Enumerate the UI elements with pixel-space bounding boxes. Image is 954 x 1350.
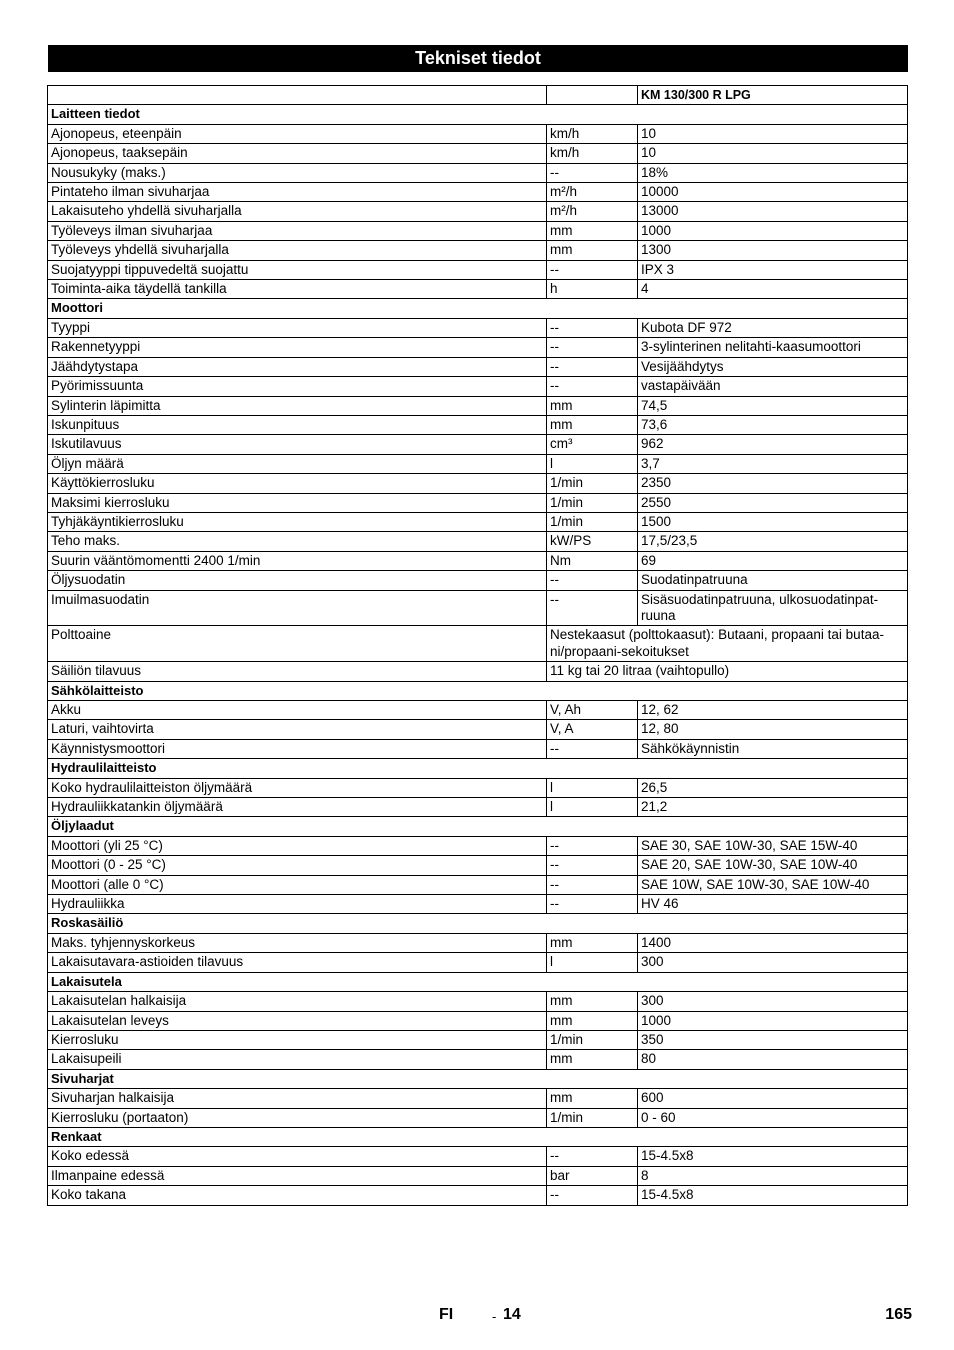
table-header-row xyxy=(48,86,908,105)
table-row xyxy=(48,1147,908,1166)
table-row xyxy=(48,124,908,143)
spec-value: 15-4.5x8 xyxy=(638,1147,908,1166)
spec-value: 1400 xyxy=(638,933,908,952)
spec-unit: -- xyxy=(547,836,638,855)
table-row xyxy=(48,701,908,720)
table-row xyxy=(48,1030,908,1049)
spec-value: 300 xyxy=(638,953,908,972)
spec-label: Säiliön tilavuus xyxy=(48,662,547,681)
spec-unit: l xyxy=(547,778,638,797)
table-row xyxy=(48,260,908,279)
header-cell-empty xyxy=(48,86,547,105)
spec-value: 3,7 xyxy=(638,454,908,473)
spec-unit: -- xyxy=(547,571,638,590)
spec-unit: 1/min xyxy=(547,474,638,493)
spec-label: Öljyn määrä xyxy=(48,454,547,473)
table-row xyxy=(48,1108,908,1127)
spec-label: Hydrauliikkatankin öljymäärä xyxy=(48,798,547,817)
spec-label: Käyttökierrosluku xyxy=(48,474,547,493)
spec-value: 1000 xyxy=(638,221,908,240)
spec-unit: -- xyxy=(547,163,638,182)
spec-label: Sylinterin läpimitta xyxy=(48,396,547,415)
spec-value: 10 xyxy=(638,144,908,163)
spec-value: 350 xyxy=(638,1030,908,1049)
spec-label: Suurin vääntömomentti 2400 1/min xyxy=(48,551,547,570)
spec-label: Ajonopeus, eteenpäin xyxy=(48,124,547,143)
spec-value: SAE 30, SAE 10W-30, SAE 15W-40 xyxy=(638,836,908,855)
spec-label: Laturi, vaihtovirta xyxy=(48,720,547,739)
table-row xyxy=(48,778,908,797)
page-number: 165 xyxy=(885,1306,912,1323)
spec-unit: mm xyxy=(547,396,638,415)
section-title: Renkaat xyxy=(48,1127,908,1146)
spec-label: Moottori (0 - 25 °C) xyxy=(48,856,547,875)
spec-unit: mm xyxy=(547,1011,638,1030)
section-title: Sivuharjat xyxy=(48,1069,908,1088)
spec-value: vastapäivään xyxy=(638,377,908,396)
spec-unit: 1/min xyxy=(547,1030,638,1049)
spec-unit: -- xyxy=(547,338,638,357)
table-row xyxy=(48,992,908,1011)
spec-value: 8 xyxy=(638,1166,908,1185)
spec-label: Tyhjäkäyntikierrosluku xyxy=(48,512,547,531)
spec-unit: 1/min xyxy=(547,1108,638,1127)
spec-label: Lakaisutelan leveys xyxy=(48,1011,547,1030)
spec-label: Tyyppi xyxy=(48,318,547,337)
table-row xyxy=(48,1011,908,1030)
header-cell-empty xyxy=(547,86,638,105)
spec-value: 10 xyxy=(638,124,908,143)
section-header-row xyxy=(48,972,908,991)
table-row xyxy=(48,338,908,357)
table-row xyxy=(48,532,908,551)
spec-unit: mm xyxy=(547,992,638,1011)
spec-unit: 1/min xyxy=(547,493,638,512)
table-row xyxy=(48,241,908,260)
table-row xyxy=(48,798,908,817)
table-row xyxy=(48,662,908,681)
spec-value: 26,5 xyxy=(638,778,908,797)
table-row xyxy=(48,202,908,221)
spec-label: Koko takana xyxy=(48,1186,547,1205)
page-title: Tekniset tiedot xyxy=(48,45,908,72)
table-row xyxy=(48,396,908,415)
table-row xyxy=(48,377,908,396)
spec-value: 3-sylinterinen nelitahti-kaasumoottori xyxy=(638,338,908,357)
footer-dash: - xyxy=(492,1309,497,1324)
footer-local-page: 14 xyxy=(503,1306,521,1323)
table-row xyxy=(48,280,908,299)
spec-value: 1300 xyxy=(638,241,908,260)
spec-label: Työleveys yhdellä sivuharjalla xyxy=(48,241,547,260)
spec-unit: Nm xyxy=(547,551,638,570)
spec-unit: l xyxy=(547,953,638,972)
spec-unit: mm xyxy=(547,1050,638,1069)
spec-unit: V, Ah xyxy=(547,701,638,720)
spec-unit: -- xyxy=(547,377,638,396)
table-row xyxy=(48,415,908,434)
spec-unit: -- xyxy=(547,856,638,875)
spec-value: 962 xyxy=(638,435,908,454)
spec-unit: km/h xyxy=(547,144,638,163)
table-row xyxy=(48,474,908,493)
spec-label: Sivuharjan halkaisija xyxy=(48,1089,547,1108)
table-row xyxy=(48,933,908,952)
spec-value: 0 - 60 xyxy=(638,1108,908,1127)
spec-value: 73,6 xyxy=(638,415,908,434)
spec-value: Nestekaasut (polttokaasut): Butaani, propaani tai butaa-ni/propaani-sekoitukset xyxy=(547,626,908,662)
spec-label: Kierrosluku (portaaton) xyxy=(48,1108,547,1127)
spec-unit: l xyxy=(547,454,638,473)
table-row xyxy=(48,895,908,914)
spec-value: IPX 3 xyxy=(638,260,908,279)
spec-value: SAE 20, SAE 10W-30, SAE 10W-40 xyxy=(638,856,908,875)
spec-unit: -- xyxy=(547,1186,638,1205)
spec-unit: bar xyxy=(547,1166,638,1185)
spec-label: Öljysuodatin xyxy=(48,571,547,590)
section-title: Moottori xyxy=(48,299,908,318)
spec-label: Lakaisutelan halkaisija xyxy=(48,992,547,1011)
spec-unit: m²/h xyxy=(547,202,638,221)
table-row xyxy=(48,454,908,473)
spec-label: Imuilmasuodatin xyxy=(48,590,547,626)
table-row xyxy=(48,163,908,182)
section-title: Lakaisutela xyxy=(48,972,908,991)
table-row xyxy=(48,183,908,202)
spec-label: Suojatyyppi tippuvedeltä suojattu xyxy=(48,260,547,279)
section-header-row xyxy=(48,105,908,124)
spec-table xyxy=(47,85,908,1206)
spec-value: SAE 10W, SAE 10W-30, SAE 10W-40 xyxy=(638,875,908,894)
spec-label: Kierrosluku xyxy=(48,1030,547,1049)
footer-language: FI xyxy=(439,1306,454,1323)
spec-label: Maksimi kierrosluku xyxy=(48,493,547,512)
spec-unit: -- xyxy=(547,357,638,376)
spec-unit: -- xyxy=(547,590,638,626)
spec-unit: -- xyxy=(547,1147,638,1166)
spec-label: Lakaisutavara-astioiden tilavuus xyxy=(48,953,547,972)
spec-value: 10000 xyxy=(638,183,908,202)
spec-unit: mm xyxy=(547,241,638,260)
spec-value: 2350 xyxy=(638,474,908,493)
spec-label: Iskunpituus xyxy=(48,415,547,434)
table-row xyxy=(48,1089,908,1108)
table-row xyxy=(48,1050,908,1069)
table-row xyxy=(48,551,908,570)
spec-label: Työleveys ilman sivuharjaa xyxy=(48,221,547,240)
section-title: Laitteen tiedot xyxy=(48,105,908,124)
spec-unit: h xyxy=(547,280,638,299)
spec-label: Jäähdytystapa xyxy=(48,357,547,376)
spec-label: Maks. tyhjennyskorkeus xyxy=(48,933,547,952)
spec-value: 18% xyxy=(638,163,908,182)
table-row xyxy=(48,739,908,758)
table-row xyxy=(48,493,908,512)
model-name: KM 130/300 R LPG xyxy=(638,86,908,105)
spec-value: 1500 xyxy=(638,512,908,531)
spec-unit: km/h xyxy=(547,124,638,143)
section-header-row xyxy=(48,914,908,933)
table-row xyxy=(48,856,908,875)
spec-unit: -- xyxy=(547,318,638,337)
spec-label: Ajonopeus, taaksepäin xyxy=(48,144,547,163)
spec-label: Pyörimissuunta xyxy=(48,377,547,396)
spec-label: Koko edessä xyxy=(48,1147,547,1166)
spec-value: Sisäsuodatinpatruuna, ulkosuodatinpat-ruuna xyxy=(638,590,908,626)
spec-value: 17,5/23,5 xyxy=(638,532,908,551)
spec-value: 69 xyxy=(638,551,908,570)
spec-value: 600 xyxy=(638,1089,908,1108)
spec-value: 300 xyxy=(638,992,908,1011)
spec-label: Toiminta-aika täydellä tankilla xyxy=(48,280,547,299)
spec-unit: -- xyxy=(547,895,638,914)
spec-unit: m²/h xyxy=(547,183,638,202)
spec-unit: mm xyxy=(547,415,638,434)
spec-label: Pintateho ilman sivuharjaa xyxy=(48,183,547,202)
spec-label: Rakennetyyppi xyxy=(48,338,547,357)
section-header-row xyxy=(48,1127,908,1146)
spec-value: Vesijäähdytys xyxy=(638,357,908,376)
spec-label: Iskutilavuus xyxy=(48,435,547,454)
spec-unit: cm³ xyxy=(547,435,638,454)
spec-value: 2550 xyxy=(638,493,908,512)
spec-unit: V, A xyxy=(547,720,638,739)
spec-value: Kubota DF 972 xyxy=(638,318,908,337)
table-row xyxy=(48,1166,908,1185)
section-title: Hydraulilaitteisto xyxy=(48,759,908,778)
spec-value: 12, 62 xyxy=(638,701,908,720)
spec-label: Nousukyky (maks.) xyxy=(48,163,547,182)
spec-unit: -- xyxy=(547,875,638,894)
spec-unit: mm xyxy=(547,1089,638,1108)
spec-unit: 1/min xyxy=(547,512,638,531)
spec-value: 15-4.5x8 xyxy=(638,1186,908,1205)
section-header-row xyxy=(48,681,908,700)
spec-unit: l xyxy=(547,798,638,817)
table-row xyxy=(48,953,908,972)
section-header-row xyxy=(48,299,908,318)
spec-value: 4 xyxy=(638,280,908,299)
spec-value: 1000 xyxy=(638,1011,908,1030)
table-row xyxy=(48,875,908,894)
spec-label: Teho maks. xyxy=(48,532,547,551)
spec-label: Moottori (yli 25 °C) xyxy=(48,836,547,855)
spec-unit: -- xyxy=(547,739,638,758)
table-row xyxy=(48,590,908,626)
table-row xyxy=(48,1186,908,1205)
spec-label: Moottori (alle 0 °C) xyxy=(48,875,547,894)
spec-table-body xyxy=(48,86,908,1206)
spec-label: Polttoaine xyxy=(48,626,547,662)
spec-value: 12, 80 xyxy=(638,720,908,739)
spec-unit: mm xyxy=(547,933,638,952)
spec-label: Hydrauliikka xyxy=(48,895,547,914)
spec-label: Koko hydraulilaitteiston öljymäärä xyxy=(48,778,547,797)
spec-value: 13000 xyxy=(638,202,908,221)
table-row xyxy=(48,318,908,337)
spec-unit: -- xyxy=(547,260,638,279)
spec-label: Lakaisupeili xyxy=(48,1050,547,1069)
section-header-row xyxy=(48,817,908,836)
spec-value: 11 kg tai 20 litraa (vaihtopullo) xyxy=(547,662,908,681)
spec-value: 74,5 xyxy=(638,396,908,415)
table-row xyxy=(48,512,908,531)
table-row xyxy=(48,357,908,376)
spec-value: HV 46 xyxy=(638,895,908,914)
table-row xyxy=(48,626,908,662)
section-header-row xyxy=(48,1069,908,1088)
spec-value: 80 xyxy=(638,1050,908,1069)
spec-label: Ilmanpaine edessä xyxy=(48,1166,547,1185)
spec-unit: kW/PS xyxy=(547,532,638,551)
spec-label: Käynnistysmoottori xyxy=(48,739,547,758)
spec-unit: mm xyxy=(547,221,638,240)
spec-value: Suodatinpatruuna xyxy=(638,571,908,590)
table-row xyxy=(48,571,908,590)
table-row xyxy=(48,836,908,855)
spec-label: Lakaisuteho yhdellä sivuharjalla xyxy=(48,202,547,221)
table-row xyxy=(48,720,908,739)
table-row xyxy=(48,221,908,240)
section-title: Sähkölaitteisto xyxy=(48,681,908,700)
spec-label: Akku xyxy=(48,701,547,720)
section-title: Öljylaadut xyxy=(48,817,908,836)
spec-value: 21,2 xyxy=(638,798,908,817)
spec-value: Sähkökäynnistin xyxy=(638,739,908,758)
section-title: Roskasäiliö xyxy=(48,914,908,933)
section-header-row xyxy=(48,759,908,778)
table-row xyxy=(48,144,908,163)
table-row xyxy=(48,435,908,454)
